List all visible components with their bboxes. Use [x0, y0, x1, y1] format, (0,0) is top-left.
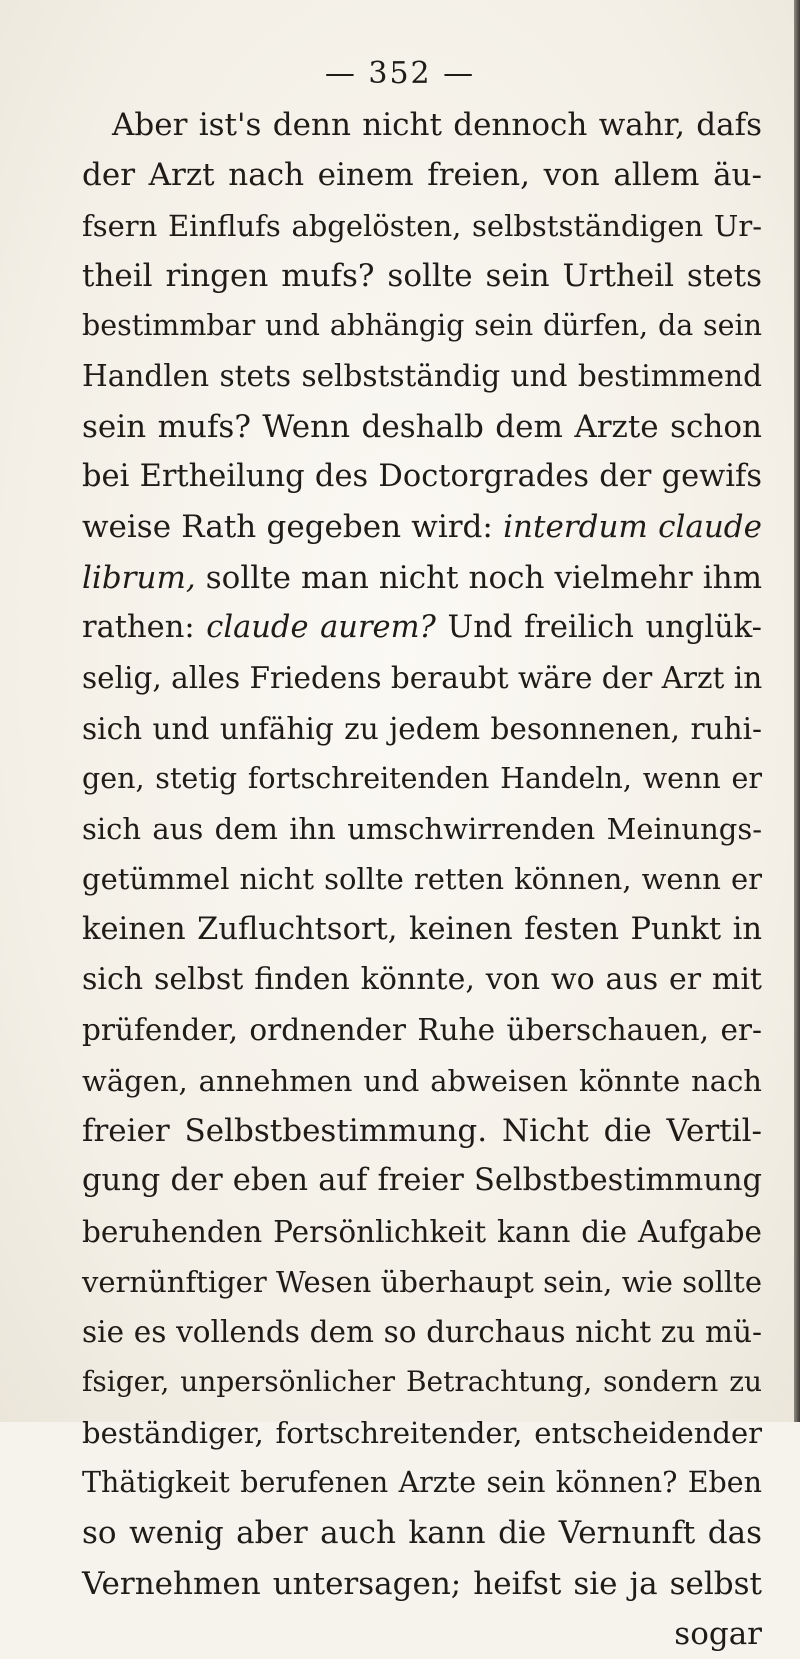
- text-line: theil ringen mufs? sollte sein Urtheil stets: [82, 257, 762, 294]
- italic-phrase: claude aurem?: [206, 609, 436, 645]
- italic-phrase: interdum claude: [503, 509, 762, 546]
- text-line: beständiger, fortschreitender, entscheidender: [82, 1415, 762, 1450]
- text-line: getümmel nicht sollte retten können, wenn er: [82, 862, 762, 897]
- text-segment: sollte man nicht noch vielmehr ihm: [205, 559, 762, 596]
- text-line: fsern Einflufs abgelösten, selbstständigen Ur-: [82, 208, 762, 243]
- text-line: keinen Zufluchtsort, keinen festen Punkt in: [82, 911, 762, 947]
- text-line: sein mufs? Wenn deshalb dem Arzte schon: [82, 408, 762, 445]
- text-line: gen, stetig fortschreitenden Handeln, wenn er: [82, 761, 762, 795]
- text-line: prüfender, ordnender Ruhe überschauen, er-: [82, 1013, 762, 1048]
- text-line: sich aus dem ihn umschwirrenden Meinungs-: [82, 812, 762, 847]
- text-line: [82, 502, 762, 552]
- page-edge-shadow: [794, 0, 800, 1422]
- text-line: Vernehmen untersagen; heifst sie ja selbst: [82, 1565, 762, 1602]
- text-line: Thätigkeit berufenen Arzte sein können? Eben: [82, 1466, 762, 1500]
- catchword: sogar: [674, 1615, 762, 1652]
- text-segment: Und freilich unglük-: [447, 609, 762, 645]
- text-line: [82, 553, 762, 603]
- text-line: sie es vollends dem so durchaus nicht zu mü-: [82, 1315, 762, 1350]
- text-line: sich selbst finden könnte, von wo aus er mit: [82, 962, 762, 998]
- text-line: Handlen stets selbstständig und bestimmend: [82, 359, 762, 394]
- text-line: freier Selbstbestimmung. Nicht die Vertil-: [82, 1112, 762, 1149]
- text-line: [82, 603, 762, 653]
- text-line: bestimmbar und abhängig sein dürfen, da sein: [82, 309, 762, 343]
- text-segment: rathen:: [82, 609, 195, 645]
- text-line: so wenig aber auch kann die Vernunft das: [82, 1515, 762, 1552]
- text-segment: weise Rath gegeben wird:: [82, 509, 493, 546]
- body-text: [82, 100, 762, 1659]
- text-line: gung der eben auf freier Selbstbestimmung: [82, 1163, 762, 1199]
- text-line: bei Ertheilung des Doctorgrades der gewifs: [82, 459, 762, 495]
- text-line: wägen, annehmen und abweisen könnte nach: [82, 1063, 762, 1098]
- text-line: sich und unfähig zu jedem besonnenen, ruhi-: [82, 711, 762, 746]
- text-line: fsiger, unpersönlicher Betrachtung, sondern zu: [82, 1365, 762, 1399]
- text-line: der Arzt nach einem freien, von allem äu-: [82, 157, 762, 194]
- text-line: beruhenden Persönlichkeit kann die Aufgabe: [82, 1214, 762, 1249]
- italic-word: librum,: [82, 559, 196, 596]
- text-line: selig, alles Friedens beraubt wäre der Arzt in: [82, 661, 763, 696]
- text-line: vernünftiger Wesen überhaupt sein, wie sollte: [82, 1264, 762, 1299]
- text-line: Aber ist's denn nicht dennoch wahr, dafs: [112, 107, 762, 143]
- page-number: — 352 —: [324, 56, 476, 91]
